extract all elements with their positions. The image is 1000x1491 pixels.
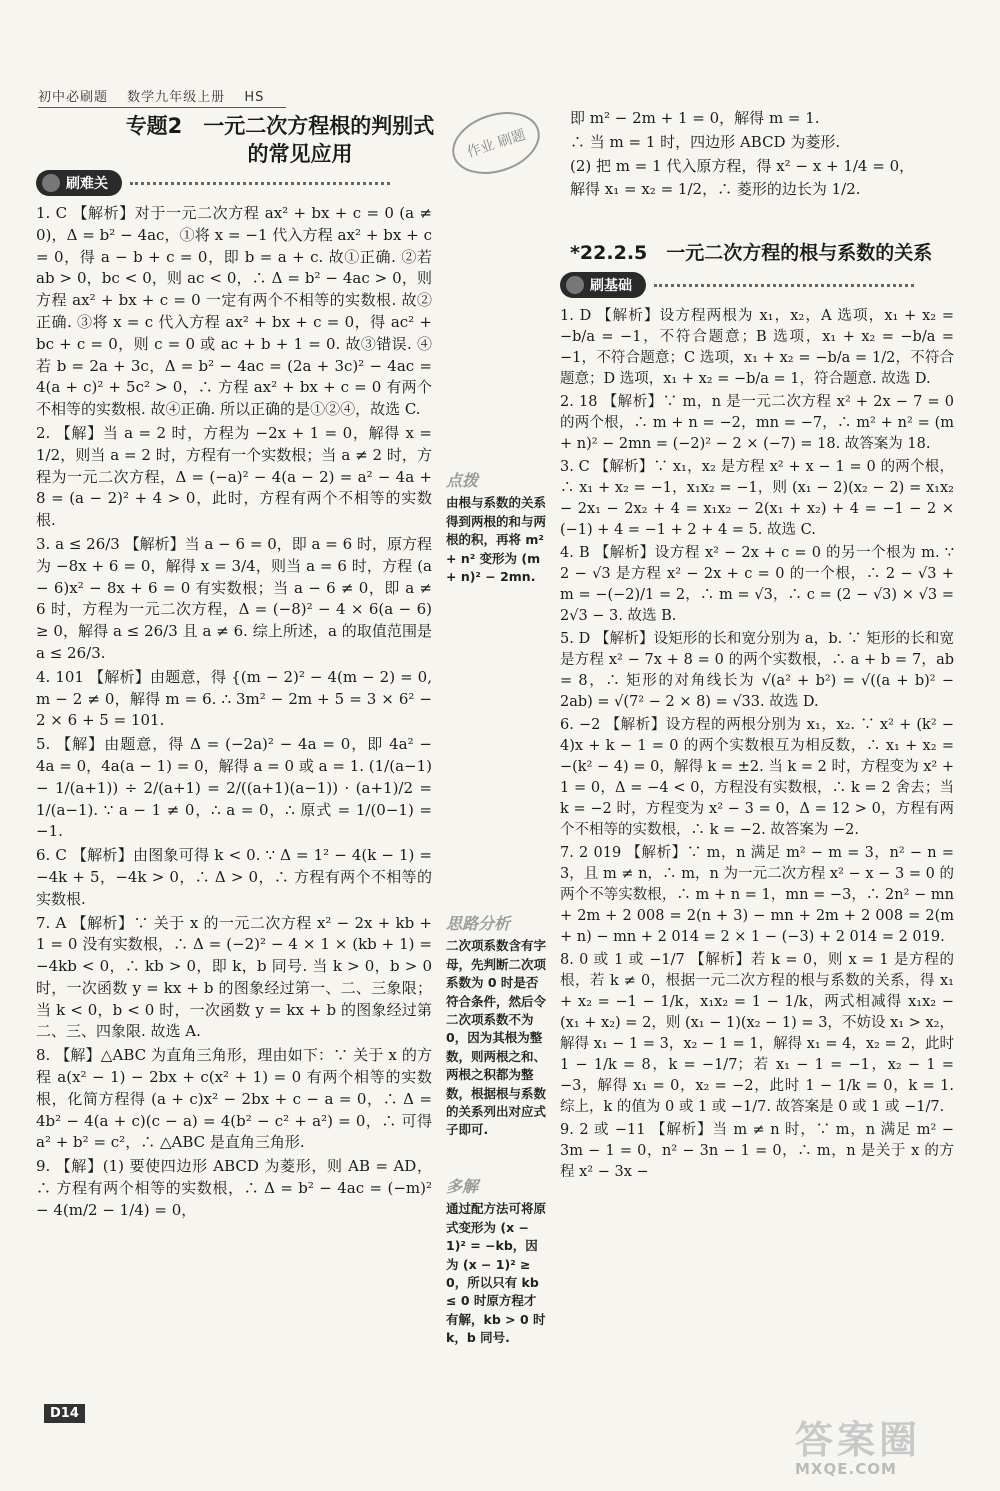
left-item-1: 1. C 【解析】对于一元二次方程 ax² + bx + c = 0 (a ≠ 0)，Δ = b² − 4ac，①将 x = −1 代入方程 ax² + bx + c = 0，得 a − b + c = 0，即 b = a + c. 故①正确. ②若 ab > 0，bc < 0，则 ac < 0，∴ Δ = b² − 4ac > 0，则方程 ax² + bx + c = 0 一定有两个不相等的实数根. 故②正确. ③将 x = c 代入方程 ax² + bx + c = 0，得 ac² + bc + c = 0，则 c = 0 或 ac + b + 1 = 0. 故③错误. ④若 b = 2a + 3c，Δ = b² − 4ac = (2a + 3c)² − 4ac = 4(a + c)² + 5c² > 0，∴ 方程 ax² + bx + c = 0 有两个不相等的实数根. 故④正确. 所以正确的是①②④，故选 C. [36, 204, 432, 419]
badge-dots [130, 182, 390, 185]
badge-hard-label: 刷难关 [36, 170, 122, 196]
right-item-9: 9. 2 或 −11 【解析】当 m ≠ n 时，∵ m，n 满足 m² − 3m − 1 = 0，n² − 3n − 1 = 0，∴ m，n 是关于 x 的方程 x² − 3x − [560, 1122, 954, 1180]
sidebar-tip-text: 由根与系数的关系得到两根的和与两根的积，再将 m² + n² 变形为 (m + n)² − 2mn. [446, 495, 547, 585]
section-title: *22.2.5 一元二次方程的根与系数的关系 [570, 242, 933, 264]
right-item-5: 5. D 【解析】设矩形的长和宽分别为 a，b. ∵ 矩形的长和宽是方程 x² − 7x + 8 = 0 的两个实数根，∴ a + b = 7，ab = 8，∴ 矩形的对角线长为 √(a² + b²) = √((a + b)² − 2ab) = √(7² − 2 × 8) = √33. 故选 D. [560, 631, 954, 710]
badge-hard [36, 170, 390, 196]
right-item-6: 6. −2 【解析】设方程的两根分别为 x₁，x₂. ∵ x² + (k² − 4)x + k − 1 = 0 的两个实数根互为相反数，∴ x₁ + x₂ = −(k² − 4) = 0，解得 k = ±2. 当 k = 2 时，方程变为 x² + 1 = 0，Δ = −4 < 0，方程没有实数根，∴ k = 2 舍去；当 k = −2 时，方程变为 x² − 3 = 0，Δ = 12 > 0，方程有两个不相等的实数根，∴ k = −2. 故答案为 −2. [560, 717, 954, 838]
right-item-8: 8. 0 或 1 或 −1/7 【解析】若 k = 0，则 x = 1 是方程的根，若 k ≠ 0，根据一元二次方程的根与系数的关系，得 x₁ + x₂ = −1 − 1/k，x₁x₂ = 1 − 1/k，两式相减得 x₁x₂ − (x₁ + x₂) = 2，则 (x₁ − 1)(x₂ − 1) = 3，不妨设 x₁ > x₂，解得 x₁ − 1 = 3，x₂ − 1 = 1，解得 x₁ = 4，x₂ = 2，此时 1 − 1/k = 8，k = −1/7；若 x₁ − 1 = −1，x₂ − 1 = −3，解得 x₁ = 0，x₂ = −2，此时 1 − 1/k = 0，k = 1. 综上，k 的值为 0 或 1 或 −1/7. 故答案是 0 或 1 或 −1/7. [560, 952, 954, 1115]
sidebar-analysis-text: 二次项系数含有字母，先判断二次项系数为 0 时是否符合条件，然后令二次项系数不为 0，因为其根为整数，则两根之和、两根之积都为整数，根据根与系数的关系列出对应式子即可. [446, 938, 547, 1138]
left-item-7: 7. A 【解析】∵ 关于 x 的一元二次方程 x² − 2x + kb + 1 = 0 没有实数根，∴ Δ = (−2)² − 4 × 1 × (kb + 1) = −4kb < 0，∴ kb > 0，即 k，b 同号. 当 k > 0，b > 0 时，一次函数 y = kx + b 的图象经过第一、二、三象限；当 k < 0，b < 0 时，一次函数 y = kx + b 的图象经过第二、三、四象限. 故选 A. [36, 913, 432, 1041]
right-item-7: 7. 2 019 【解析】∵ m，n 满足 m² − m = 3，n² − n = 3，且 m ≠ n，∴ m，n 为一元二次方程 x² − x − 3 = 0 的两个不等实数根，∴ m + n = 1，mn = −3，∴ 2n² − mn + 2m + 2 008 = 2(n + 3) − mn + 2m + 2 008 = 2(m + n) − mn + 2 014 = 2 × 1 − (−3) + 2 014 = 2 019. [560, 845, 954, 945]
right-item-1: 1. D 【解析】设方程两根为 x₁，x₂，A 选项，x₁ + x₂ = −b/a = −1，不符合题意；B 选项，x₁ + x₂ = −b/a = −1，不符合题意；C 选项，x₁ + x₂ = −b/a = 1/2，不符合题意；D 选项，x₁ + x₂ = −b/a = 1，符合题意. 故选 D. [560, 308, 954, 387]
badge-basic-label: 刷基础 [560, 272, 646, 298]
sidebar-more [446, 1178, 546, 1348]
sidebar-analysis [446, 915, 546, 1140]
stamp-text: 作业 刷题 [465, 127, 528, 161]
badge-dots-2 [654, 284, 914, 287]
watermark-small: MXQE.COM [795, 1460, 897, 1478]
sidebar-analysis-heading: 思路分析 [446, 914, 511, 933]
badge-basic [560, 272, 914, 298]
homework-stamp-icon [446, 108, 546, 178]
left-item-4: 4. 101 【解析】由题意，得 {(m − 2)² − 4(m − 2) = 0, m − 2 ≠ 0，解得 m = 6. ∴ 3m² − 2m + 5 = 3 × 6² − 2 × 6 + 5 = 101. [36, 667, 432, 730]
page-number: D14 [44, 1404, 85, 1423]
watermark [795, 1420, 921, 1478]
right-intro-4: 解得 x₁ = x₂ = 1/2，∴ 菱形的边长为 1/2. [570, 180, 861, 199]
right-intro-1: 即 m² − 2m + 1 = 0，解得 m = 1. [570, 109, 820, 127]
left-item-5: 5. 【解】由题意，得 Δ = (−2a)² − 4a = 0，即 4a² − 4a = 0，4a(a − 1) = 0，解得 a = 0 或 a = 1. (1/(a−1) − 1/(a+1)) ÷ 2/(a+1) = 2/((a+1)(a−1)) · (a+1)/2 = 1/(a−1). ∵ a − 1 ≠ 0，∴ a = 0，∴ 原式 = 1/(0−1) = −1. [36, 735, 432, 841]
right-intro [570, 108, 962, 203]
sidebar-more-heading: 多解 [446, 1177, 479, 1196]
edition: HS [244, 90, 265, 105]
title-line-2: 的常见应用 [247, 142, 353, 166]
sidebar-tip [446, 472, 546, 586]
watermark-big: 答案圈 [795, 1418, 922, 1462]
book-name: 初中必刷题 [38, 90, 109, 105]
right-item-4: 4. B 【解析】设方程 x² − 2x + c = 0 的另一个根为 m. ∵ 2 − √3 是方程 x² − 2x + c = 0 的一个根，∴ 2 − √3 + m = −(−2)/1 = 2，∴ m = √3，∴ c = (2 − √3) × √3 = 2√3 − 3. 故选 B. [560, 545, 954, 624]
subject-name: 数学九年级上册 [127, 90, 226, 105]
right-column [560, 306, 954, 1185]
right-intro-2: ∴ 当 m = 1 时，四边形 ABCD 为菱形. [570, 132, 841, 151]
right-intro-3: (2) 把 m = 1 代入原方程，得 x² − x + 1/4 = 0， [570, 156, 915, 175]
title-line-1: 专题2 一元二次方程根的判别式 [125, 114, 435, 138]
topic-title [70, 112, 490, 168]
left-column [36, 203, 432, 1224]
right-item-2: 2. 18 【解析】∵ m，n 是一元二次方程 x² + 2x − 7 = 0 的两个根，∴ m + n = −2，mn = −7，∴ m² + n² = (m + n)² − 2mn = (−2)² − 2 × (−7) = 18. 故答案为 18. [560, 394, 954, 452]
sidebar-tip-heading: 点拨 [446, 471, 479, 490]
header-rule [38, 107, 286, 108]
running-header [38, 86, 264, 105]
left-item-6: 6. C 【解析】由图象可得 k < 0. ∵ Δ = 1² − 4(k − 1) = −4k + 5，−4k > 0，∴ Δ > 0，∴ 方程有两个不相等的实数根. [36, 846, 432, 908]
sidebar-more-text: 通过配方法可将原式变形为 (x − 1)² = −kb，因为 (x − 1)² ≥ 0，所以只有 kb ≤ 0 时原方程才有解，kb > 0 时 k，b 同号. [446, 1201, 547, 1346]
left-item-9: 9. 【解】(1) 要使四边形 ABCD 为菱形，则 AB = AD，∴ 方程有两个相等的实数根，∴ Δ = b² − 4ac = (−m)² − 4(m/2 − 1/4) = 0， [36, 1157, 432, 1219]
right-item-3: 3. C 【解析】∵ x₁，x₂ 是方程 x² + x − 1 = 0 的两个根，∴ x₁ + x₂ = −1，x₁x₂ = −1，则 (x₁ − 2)(x₂ − 2) = x₁x₂ − 2x₁ − 2x₂ + 4 = x₁x₂ − 2(x₁ + x₂) + 4 = −1 − 2 × (−1) + 4 = −1 + 2 + 4 = 5. 故选 C. [560, 459, 954, 538]
left-item-3: 3. a ≤ 26/3 【解析】当 a − 6 = 0，即 a = 6 时，原方程为 −8x + 6 = 0，解得 x = 3/4，则当 a = 6 时，方程 (a − 6)x² − 8x + 6 = 0 有实数根；当 a − 6 ≠ 0，即 a ≠ 6 时，方程为一元二次方程，Δ = (−8)² − 4 × 6(a − 6) ≥ 0，解得 a ≤ 26/3 且 a ≠ 6. 综上所述，a 的取值范围是 a ≤ 26/3. [36, 534, 432, 662]
left-item-2: 2. 【解】当 a = 2 时，方程为 −2x + 1 = 0，解得 x = 1/2，则当 a = 2 时，方程有一个实数根；当 a ≠ 2 时，方程为一元二次方程，Δ = (−a)² − 4(a − 2) = a² − 4a + 8 = (a − 2)² + 4 > 0，此时，方程有两个不相等的实数根. [36, 423, 432, 530]
left-item-8: 8. 【解】△ABC 为直角三角形，理由如下：∵ 关于 x 的方程 a(x² − 1) − 2bx + c(x² + 1) = 0 有两个相等的实数根，化简方程得 (a + c)x² − 2bx + c − a = 0，∴ Δ = 4b² − 4(a + c)(c − a) = 4(b² − c² + a²) = 0，∴ 可得 a² + b² = c²，∴ △ABC 是直角三角形. [36, 1046, 432, 1152]
